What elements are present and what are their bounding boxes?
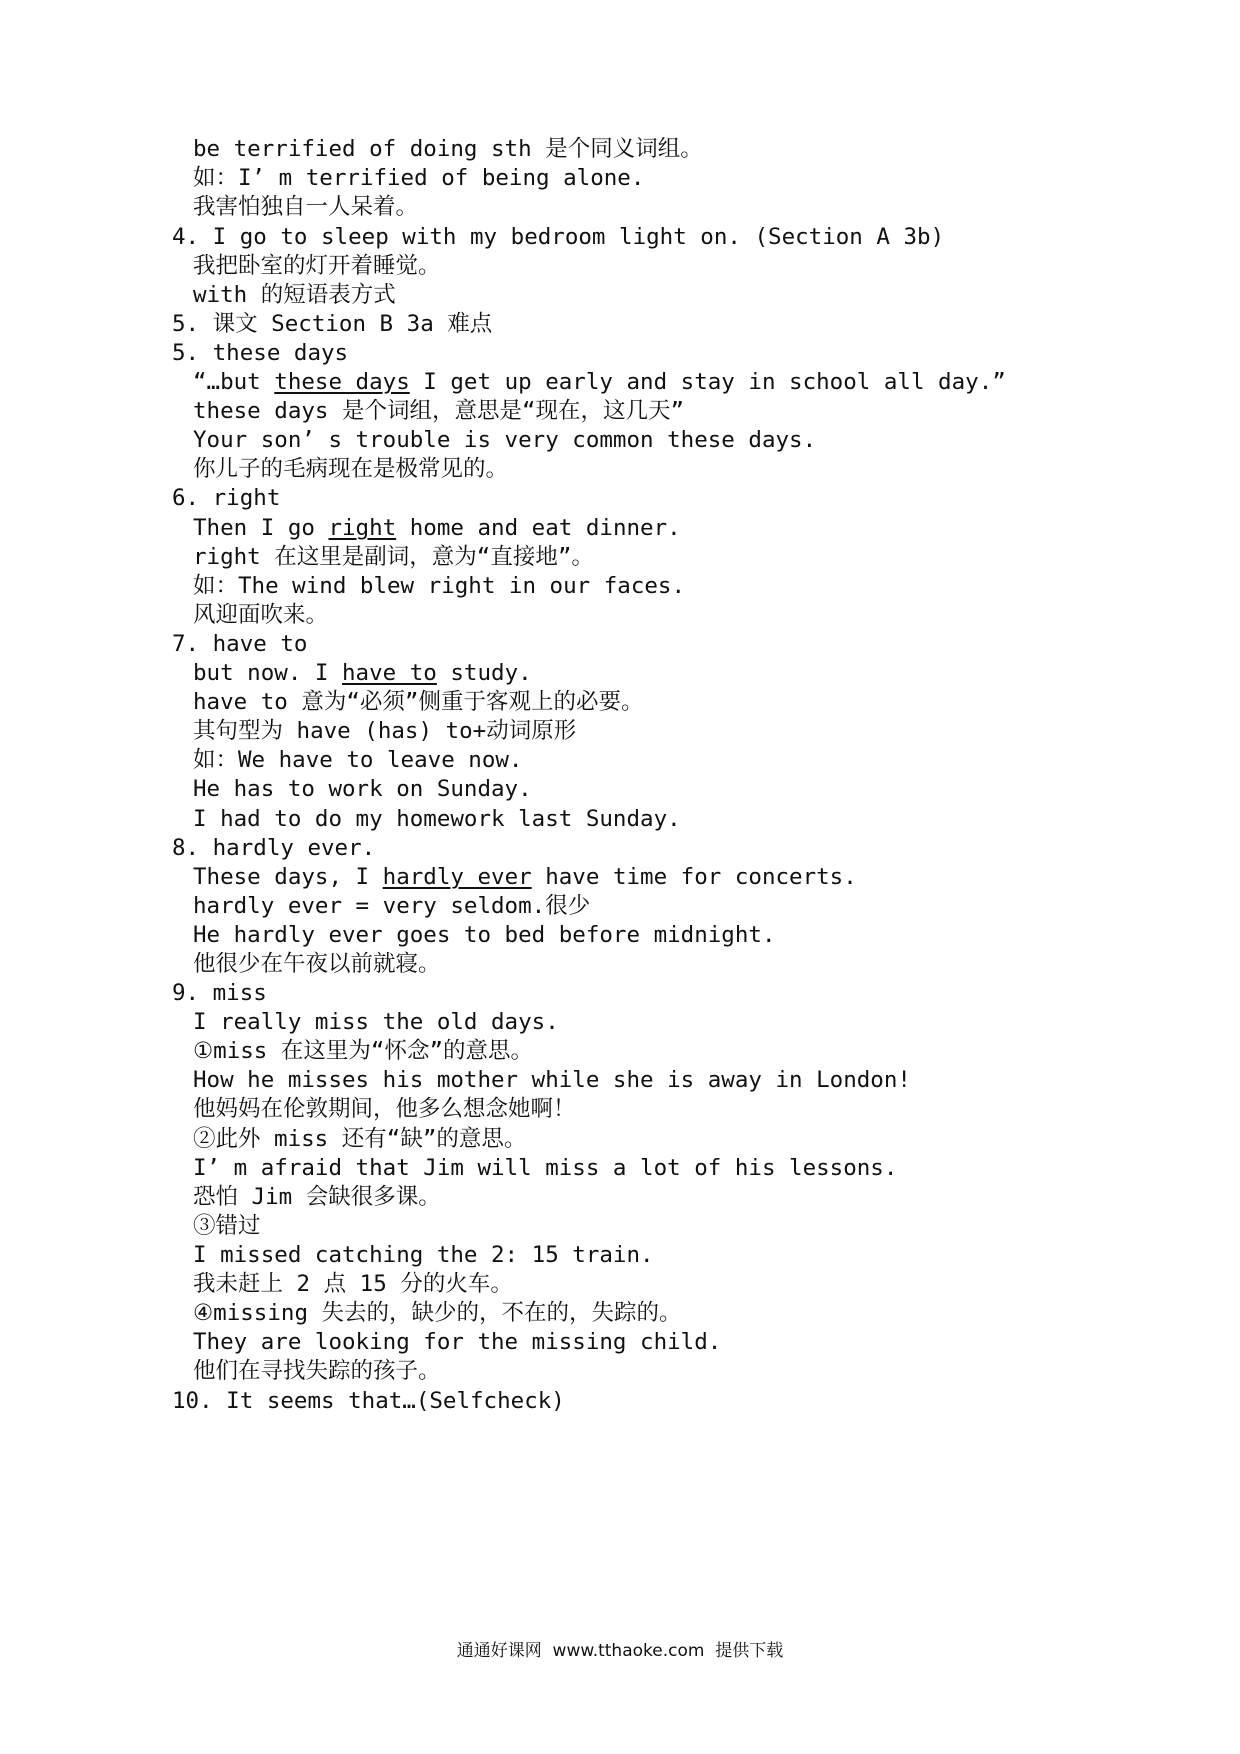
text-line: right 在这里是副词，意为“直接地”。	[193, 544, 594, 570]
text-line: 我害怕独自一人呆着。	[193, 194, 419, 220]
text-line: 你儿子的毛病现在是极常见的。	[193, 456, 509, 482]
text-line: I missed catching the 2: 15 train.	[193, 1242, 654, 1268]
underlined-phrase: hardly ever	[382, 864, 532, 890]
text-line: 我未赶上 2 点 15 分的火车。	[193, 1271, 513, 1297]
text-line: have to 意为“必须”侧重于客观上的必要。	[193, 689, 644, 715]
underlined-phrase: have to	[342, 660, 437, 686]
numbered-item: 4. I go to sleep with my bedroom light on. (Section A 3b)	[172, 224, 945, 250]
text-line: ②此外 miss 还有“缺”的意思。	[193, 1126, 527, 1152]
underlined-phrase: these days	[274, 369, 410, 395]
text-line: be terrified of doing sth 是个同义词组。	[193, 136, 703, 162]
numbered-item: 10. It seems that…(Selfcheck)	[172, 1388, 565, 1414]
numbered-item: 5. these days	[172, 340, 349, 366]
text-segment: These days, I	[193, 864, 383, 890]
text-line: They are looking for the missing child.	[193, 1329, 722, 1355]
text-line: 我把卧室的灯开着睡觉。	[193, 253, 441, 279]
text-line: hardly ever = very seldom.很少	[193, 893, 591, 919]
text-line: I really miss the old days.	[193, 1009, 559, 1035]
text-line: He hardly ever goes to bed before midnight.	[193, 922, 776, 948]
text-line: I had to do my homework last Sunday.	[193, 806, 681, 832]
page-footer: 通通好课网 www.tthaoke.com 提供下载	[456, 1641, 784, 1661]
text-line: 恐怕 Jim 会缺很多课。	[193, 1184, 441, 1210]
text-segment: have time for concerts.	[531, 864, 857, 890]
text-line: these days 是个词组，意思是“现在，这几天”	[193, 398, 685, 424]
text-line: 如：The wind blew right in our faces.	[193, 573, 686, 599]
text-segment: study.	[436, 660, 532, 686]
text-segment: but now. I	[193, 660, 343, 686]
text-segment: I get up early and stay in school all day.”	[409, 369, 1006, 395]
text-line: 他妈妈在伦敦期间，他多么想念她啊！	[193, 1096, 576, 1122]
text-line	[193, 862, 857, 892]
text-line: 如：I’ m terrified of being alone.	[193, 165, 645, 191]
text-line: How he misses his mother while she is away in London!	[193, 1067, 911, 1093]
numbered-item: 8. hardly ever.	[172, 835, 376, 861]
text-line: He has to work on Sunday.	[193, 776, 532, 802]
text-segment: home and eat dinner.	[396, 515, 681, 541]
text-line: 其句型为 have (has) to+动词原形	[193, 718, 577, 744]
text-segment: Then I go	[193, 515, 329, 541]
text-line	[193, 658, 532, 688]
text-line: ③错过	[193, 1213, 261, 1239]
text-segment: “…but	[193, 369, 275, 395]
text-line: ①miss 在这里为“怀念”的意思。	[193, 1038, 533, 1064]
text-line	[193, 367, 1006, 397]
text-line	[193, 513, 681, 543]
text-line: with 的短语表方式	[193, 282, 396, 308]
text-line: 如：We have to leave now.	[193, 747, 523, 773]
numbered-item: 7. have to	[172, 631, 308, 657]
text-line: 他很少在午夜以前就寝。	[193, 951, 441, 977]
text-line: I’ m afraid that Jim will miss a lot of his lessons.	[193, 1155, 898, 1181]
text-line: ④missing 失去的，缺少的，不在的，失踪的。	[193, 1300, 682, 1326]
numbered-item: 9. miss	[172, 980, 267, 1006]
text-line: 他们在寻找失踪的孩子。	[193, 1358, 441, 1384]
numbered-item: 6. right	[172, 485, 281, 511]
text-line: 风迎面吹来。	[193, 602, 329, 628]
numbered-item: 5. 课文 Section B 3a 难点	[172, 311, 493, 337]
text-line: Your son’ s trouble is very common these days.	[193, 427, 817, 453]
underlined-phrase: right	[328, 515, 397, 541]
